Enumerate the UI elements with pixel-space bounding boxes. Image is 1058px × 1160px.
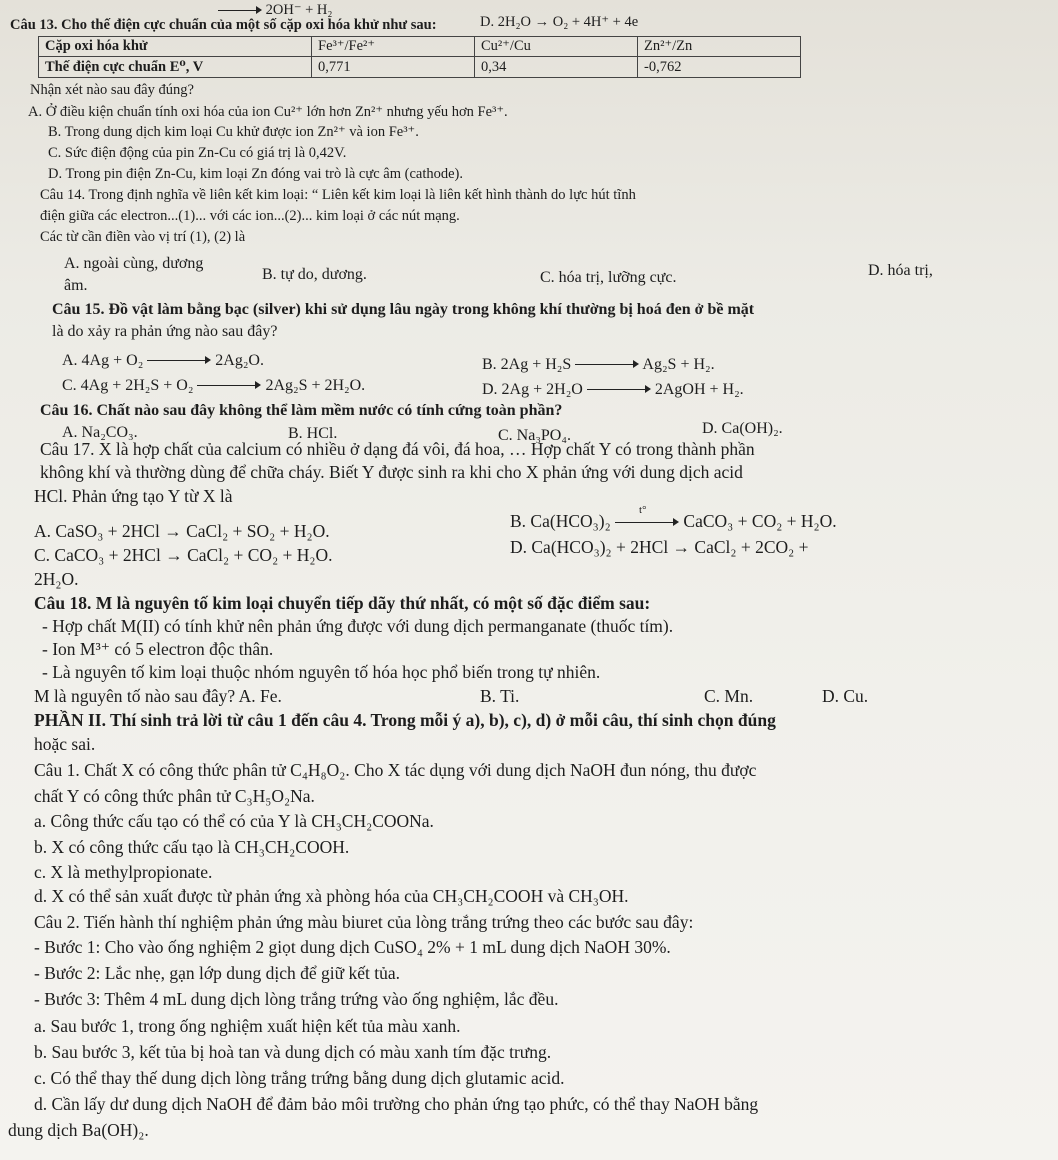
part2-line2: hoặc sai. — [34, 734, 96, 754]
q15-d-left: D. 2Ag + 2H₂O — [482, 381, 583, 398]
p2q2-step1: - Bước 1: Cho vào ống nghiệm 2 giọt dung dịch CuSO₄ 2% + 1 mL dung dịch NaOH 30%. — [34, 937, 671, 957]
p2q2-option-a: a. Sau bước 1, trong ống nghiệm xuất hiện kết tủa màu xanh. — [34, 1016, 461, 1036]
q15-a-left: A. 4Ag + O₂ — [62, 352, 144, 369]
q17-line3: HCl. Phản ứng tạo Y từ X là — [34, 486, 233, 506]
q17-option-d: D. Ca(HCO₃)₂ + 2HCl → CaCl₂ + 2CO₂ + — [510, 537, 809, 557]
q15-d-right: 2AgOH + H₂. — [654, 381, 744, 398]
q18-bullet2: - Ion M³⁺ có 5 electron độc thân. — [42, 639, 274, 659]
q14-line1: Câu 14. Trong định nghĩa về liên kết kim loại: “ Liên kết kim loại là liên kết hình thành do lực hút tĩnh — [40, 187, 636, 203]
q16-option-c: C. Na₃PO₄. — [498, 427, 571, 444]
reaction-arrow — [147, 356, 211, 366]
q15-option-d — [482, 381, 744, 399]
p2q1-line2: chất Y có công thức phân tử C₃H₅O₂Na. — [34, 786, 315, 806]
table-cell: 0,34 — [475, 57, 638, 78]
q13-option-b: B. Trong dung dịch kim loại Cu khử được ion Zn²⁺ và ion Fe³⁺. — [48, 124, 419, 140]
p2q2-option-d-cont: dung dịch Ba(OH)₂. — [8, 1120, 149, 1140]
reaction-arrow — [218, 6, 262, 16]
q18-bullet1: - Hợp chất M(II) có tính khử nên phản ứng được với dung dịch permanganate (thuốc tím). — [42, 616, 674, 636]
p2q2-line1: Câu 2. Tiến hành thí nghiệm phản ứng màu biuret của lòng trắng trứng theo các bước sau đây: — [34, 912, 694, 932]
table-cell: Thế điện cực chuẩn E⁰, V — [39, 57, 312, 78]
q18-option-d: D. Cu. — [822, 686, 869, 706]
p2q2-option-d: d. Cần lấy dư dung dịch NaOH để đảm bảo môi trường cho phản ứng tạo phức, có thể thay NaOH bằng — [34, 1094, 759, 1114]
table-cell: Cu²⁺/Cu — [475, 37, 638, 57]
reaction-arrow — [587, 385, 651, 395]
q15-b-right: Ag₂S + H₂. — [642, 356, 715, 373]
q18-option-b: B. Ti. — [480, 686, 520, 706]
q13-option-c: C. Sức điện động của pin Zn-Cu có giá trị là 0,42V. — [48, 145, 347, 161]
q18-bullet3: - Là nguyên tố kim loại thuộc nhóm nguyên tố hóa học phổ biến trong tự nhiên. — [42, 662, 601, 682]
p2q2-step3: - Bước 3: Thêm 4 mL dung dịch lòng trắng trứng vào ống nghiệm, lắc đều. — [34, 989, 559, 1009]
q14-option-b: B. tự do, dương. — [262, 266, 367, 283]
table-row — [39, 37, 801, 57]
part2-heading: PHẦN II. Thí sinh trả lời từ câu 1 đến câu 4. Trong mỗi ý a), b), c), d) ở mỗi câu, thí sinh chọn đúng — [34, 710, 776, 730]
q17-option-c: C. CaCO₃ + 2HCl → CaCl₂ + CO₂ + H₂O. — [34, 545, 333, 565]
p2q1-option-d: d. X có thể sản xuất được từ phản ứng xà phòng hóa của CH₃CH₂COOH và CH₃OH. — [34, 886, 629, 906]
q15-option-c — [62, 377, 365, 395]
p2q2-option-b: b. Sau bước 3, kết tủa bị hoà tan và dung dịch có màu xanh tím đặc trưng. — [34, 1042, 552, 1062]
q18-line1: Câu 18. M là nguyên tố kim loại chuyển tiếp dãy thứ nhất, có một số đặc điểm sau: — [34, 593, 651, 613]
q14-option-d: D. hóa trị, — [868, 262, 933, 279]
p2q1-option-a: a. Công thức cấu tạo có thể có của Y là CH₃CH₂COONa. — [34, 811, 434, 831]
table-cell: Fe³⁺/Fe²⁺ — [312, 37, 475, 57]
q16-option-b: B. HCl. — [288, 425, 338, 442]
q17-option-d-cont: 2H₂O. — [34, 569, 79, 589]
q14-option-a: A. ngoài cùng, dương — [64, 255, 204, 272]
table-cell: Cặp oxi hóa khử — [39, 37, 312, 57]
q16-option-a: A. Na₂CO₃. — [62, 424, 138, 441]
top-reaction-text: 2OH⁻ + H₂ — [265, 2, 333, 18]
q14-line2: điện giữa các electron...(1)... với các ion...(2)... kim loại ở các nút mạng. — [40, 208, 460, 224]
q16-line1: Câu 16. Chất nào sau đây không thể làm mềm nước có tính cứng toàn phần? — [40, 402, 563, 419]
q17-line2: không khí và thường dùng để chữa cháy. Biết Y được sinh ra khi cho X phản ứng với dung dịch acid — [40, 462, 743, 482]
reaction-arrow — [197, 381, 261, 391]
q15-option-a — [62, 352, 264, 370]
q13-title: Câu 13. Cho thế điện cực chuẩn của một số cặp oxi hóa khử như sau: — [10, 17, 437, 33]
q16-option-d: D. Ca(OH)₂. — [702, 420, 783, 437]
p2q1-option-b: b. X có công thức cấu tạo là CH₃CH₂COOH. — [34, 837, 350, 857]
reaction-arrow — [575, 360, 639, 370]
q15-line2: là do xảy ra phản ứng nào sau đây? — [52, 323, 278, 340]
q15-c-right: 2Ag₂S + 2H₂O. — [265, 377, 366, 394]
q17-option-a: A. CaSO₃ + 2HCl → CaCl₂ + SO₂ + H₂O. — [34, 521, 330, 541]
table-cell: 0,771 — [312, 57, 475, 78]
q15-a-right: 2Ag₂O. — [215, 352, 264, 369]
arrow-heat-label: t° — [639, 503, 647, 516]
prev-option-d: D. 2H₂O → O₂ + 4H⁺ + 4e — [480, 14, 639, 30]
q15-b-left: B. 2Ag + H₂S — [482, 356, 572, 373]
reaction-arrow — [615, 503, 679, 528]
q17-b-left: B. Ca(HCO₃)₂ — [510, 511, 611, 531]
p2q2-step2: - Bước 2: Lắc nhẹ, gạn lớp dung dịch để giữ kết tủa. — [34, 963, 400, 983]
q14-option-a-cont: âm. — [64, 277, 88, 294]
p2q1-line1: Câu 1. Chất X có công thức phân tử C₄H₈O₂. Cho X tác dụng với dung dịch NaOH đun nóng, thu được — [34, 760, 757, 780]
q14-line3: Các từ cần điền vào vị trí (1), (2) là — [40, 229, 246, 245]
table-cell: -0,762 — [638, 57, 801, 78]
q13-option-a: A. Ở điều kiện chuẩn tính oxi hóa của ion Cu²⁺ lớn hơn Zn²⁺ nhưng yếu hơn Fe³⁺. — [28, 104, 508, 120]
q17-option-b — [510, 503, 837, 532]
part2-line1 — [34, 710, 776, 731]
q13-question: Nhận xét nào sau đây đúng? — [30, 82, 194, 98]
electrode-potential-table — [38, 36, 801, 78]
q15-option-b — [482, 356, 715, 374]
q18-question: M là nguyên tố nào sau đây? A. Fe. — [34, 686, 282, 706]
q17-b-right: CaCO₃ + CO₂ + H₂O. — [683, 511, 837, 531]
q17-line1: Câu 17. X là hợp chất của calcium có nhiều ở dạng đá vôi, đá hoa, … Hợp chất Y có trong thành phần — [40, 439, 755, 459]
p2q2-option-c: c. Có thể thay thế dung dịch lòng trắng trứng bằng dung dịch glutamic acid. — [34, 1068, 565, 1088]
q15-line1 — [52, 301, 754, 319]
q14-option-c: C. hóa trị, lưỡng cực. — [540, 269, 677, 286]
q13-option-d: D. Trong pin điện Zn-Cu, kim loại Zn đóng vai trò là cực âm (cathode). — [48, 166, 463, 182]
table-row — [39, 57, 801, 78]
q15-text: Câu 15. Đồ vật làm bằng bạc (silver) khi sử dụng lâu ngày trong không khí thường bị hoá đen ở bề mặt — [52, 301, 755, 318]
q18-option-c: C. Mn. — [704, 686, 754, 706]
p2q1-option-c: c. X là methylpropionate. — [34, 862, 213, 882]
table-cell: Zn²⁺/Zn — [638, 37, 801, 57]
q15-c-left: C. 4Ag + 2H₂S + O₂ — [62, 377, 194, 394]
